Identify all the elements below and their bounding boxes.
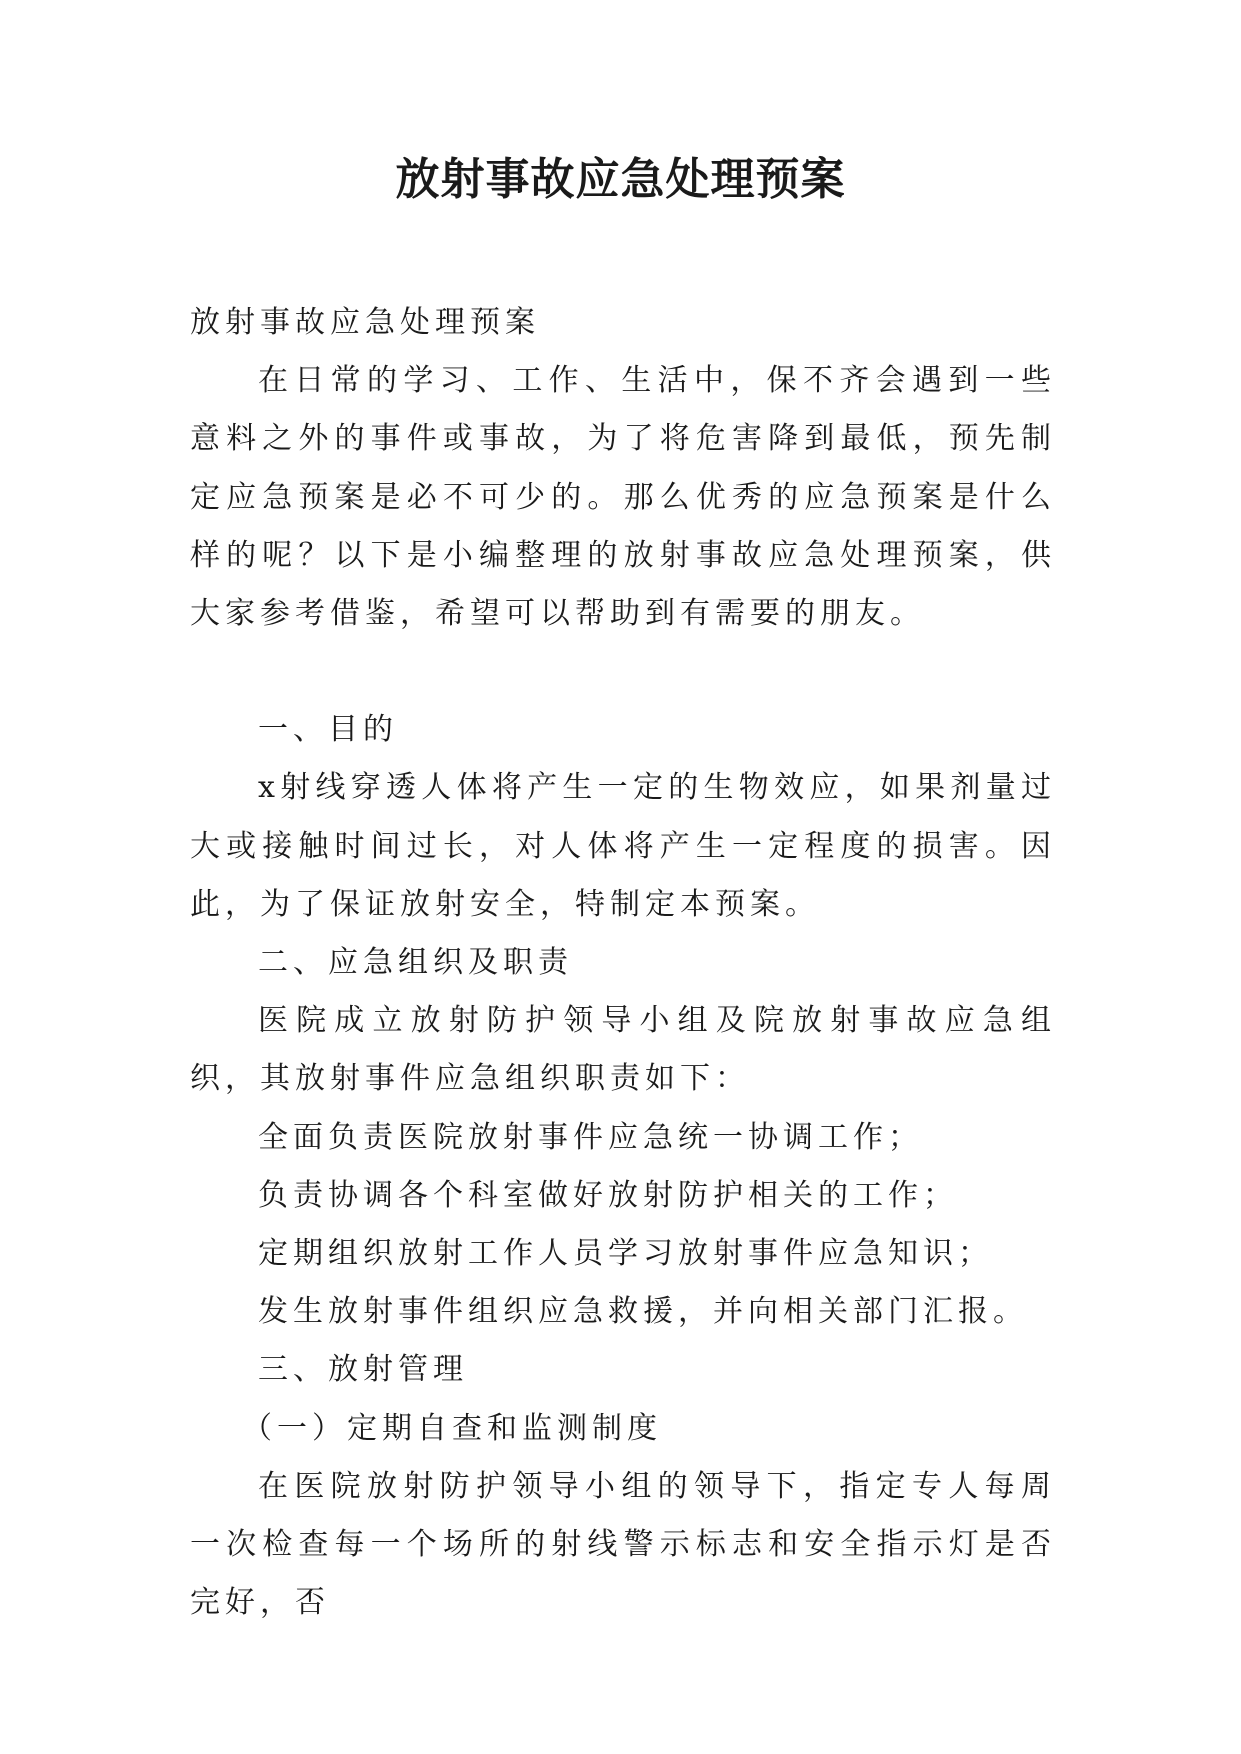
section-heading-purpose: 一、目的 [258,712,398,748]
intro-paragraph: 在日常的学习、工作、生活中，保不齐会遇到一些意料之外的事件或事故，为了将危害降到最低，预先制定应急预案是必不可少的。那么优秀的应急预案是什么样的呢？以下是小编整理的放射事故应急处理预案，供大家参考借鉴，希望可以帮助到有需要的朋友。 [190,363,1056,632]
duty-item-4: 发生放射事件组织应急救援，并向相关部门汇报。 [258,1294,1028,1330]
inspection-paragraph: 在医院放射防护领导小组的领导下，指定专人每周一次检查每一个场所的射线警示标志和安全指示灯是否完好，否 [190,1468,1056,1621]
organization-paragraph: 医院成立放射防护领导小组及院放射事故应急组织，其放射事件应急组织职责如下： [190,1003,1056,1097]
subsection-heading-inspection: （一）定期自查和监测制度 [242,1410,662,1446]
intro-heading: 放射事故应急处理预案 [190,305,540,340]
section-heading-organization: 二、应急组织及职责 [258,945,573,981]
document-body [190,294,1056,1632]
duty-item-3: 定期组织放射工作人员学习放射事件应急知识； [258,1236,993,1272]
section-heading-management: 三、放射管理 [258,1352,468,1388]
duty-item-2: 负责协调各个科室做好放射防护相关的工作； [258,1177,958,1213]
purpose-paragraph: x射线穿透人体将产生一定的生物效应，如果剂量过大或接触时间过长，对人体将产生一定程度的损害。因此，为了保证放射安全，特制定本预案。 [190,770,1056,922]
paragraph-spacer [190,643,1056,701]
document-title: 放射事故应急处理预案 [395,154,846,205]
duty-item-1: 全面负责医院放射事件应急统一协调工作； [258,1119,923,1155]
